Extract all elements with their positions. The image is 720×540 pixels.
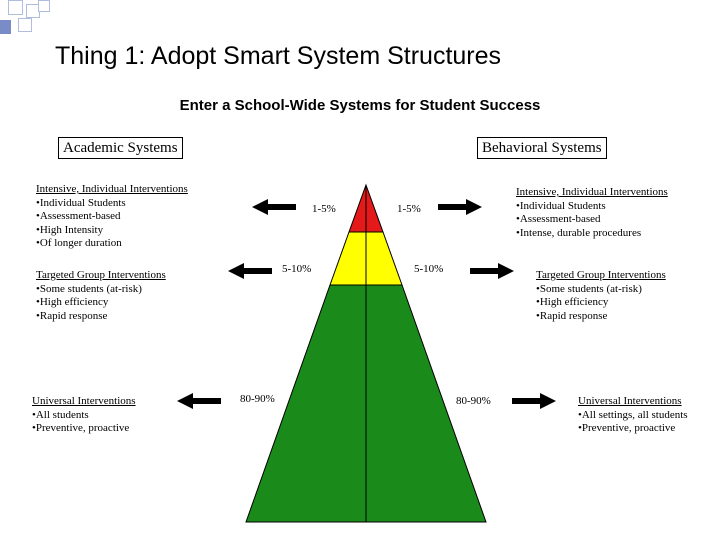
list-item: •All students	[32, 408, 89, 421]
behavioral-tier2-block	[536, 269, 666, 323]
academic-tier2-heading: Targeted Group Interventions	[36, 269, 166, 281]
behavioral-tier1-heading: Universal Interventions	[578, 395, 682, 407]
list-item: •High Intensity	[36, 223, 104, 236]
behavioral-systems-label: Behavioral Systems	[477, 137, 607, 159]
page-subtitle: Enter a School-Wide Systems for Student Success	[179, 97, 541, 114]
page-title: Thing 1: Adopt Smart System Structures	[55, 42, 502, 70]
list-item: •Preventive, proactive	[578, 422, 676, 434]
academic-tier3-heading: Intensive, Individual Interventions	[36, 183, 188, 195]
list-item: •High efficiency	[36, 296, 109, 308]
academic-systems-label: Academic Systems	[58, 137, 183, 159]
behavioral-tier3-heading: Intensive, Individual Interventions	[516, 186, 668, 198]
pct-tier2-right: 5-10%	[414, 263, 444, 275]
pct-tier3-right: 1-5%	[397, 203, 421, 215]
list-item: •Assessment-based	[36, 210, 121, 222]
academic-tier2-block	[36, 269, 166, 323]
list-item: •Rapid response	[36, 309, 108, 322]
list-item: •Some students (at-risk)	[536, 282, 642, 295]
arrow-left-tier3	[252, 199, 296, 215]
list-item: •Assessment-based	[516, 213, 601, 225]
academic-tier3-block	[36, 183, 188, 251]
behavioral-tier3-block	[516, 186, 668, 240]
list-item: •Individual Students	[36, 196, 126, 209]
pct-tier3-left: 1-5%	[312, 203, 336, 215]
pct-tier2-left: 5-10%	[282, 263, 312, 275]
behavioral-tier1-block	[578, 395, 688, 436]
behavioral-tier2-heading: Targeted Group Interventions	[536, 269, 666, 281]
arrow-right-tier3	[438, 199, 482, 215]
arrow-right-tier1	[512, 393, 556, 409]
list-item: •Rapid response	[536, 309, 608, 322]
academic-tier1-heading: Universal Interventions	[32, 395, 136, 407]
arrow-left-tier2	[228, 263, 272, 279]
list-item: •Some students (at-risk)	[36, 282, 142, 295]
list-item: •Individual Students	[516, 199, 606, 212]
list-item: •Preventive, proactive	[32, 422, 130, 434]
arrow-left-tier1	[177, 393, 221, 409]
list-item: •Of longer duration	[36, 237, 122, 249]
pct-tier1-left: 80-90%	[240, 393, 275, 405]
pct-tier1-right: 80-90%	[456, 395, 491, 407]
arrow-right-tier2	[470, 263, 514, 279]
list-item: •All settings, all students	[578, 408, 688, 421]
list-item: •Intense, durable procedures	[516, 226, 642, 239]
list-item: •High efficiency	[536, 296, 609, 308]
academic-tier1-block	[32, 395, 136, 436]
